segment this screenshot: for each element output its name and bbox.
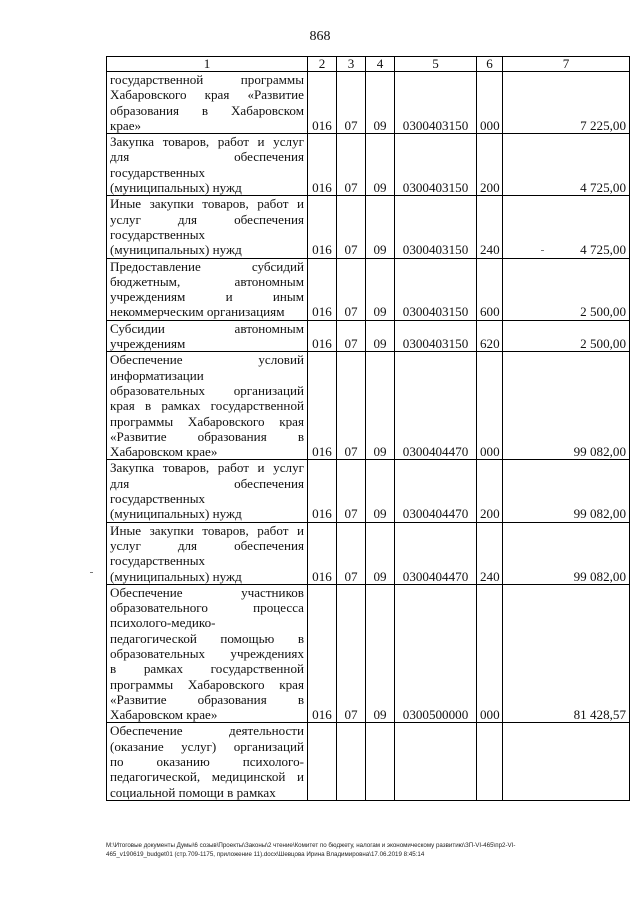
- row-pr: 09: [366, 72, 395, 134]
- row-pr: 09: [366, 352, 395, 460]
- table-row: [107, 584, 630, 723]
- description-line: «Развитие образования в: [110, 691, 304, 707]
- row-amount: 81 428,57: [503, 584, 630, 723]
- description-line: педагогической, медицинской и: [110, 769, 304, 785]
- row-vr: 620: [477, 320, 503, 352]
- row-description: [107, 723, 308, 800]
- column-header-3: 3: [337, 57, 366, 72]
- row-vr: 200: [477, 460, 503, 522]
- row-description: [107, 584, 308, 723]
- description-line: (муниципальных) нужд: [110, 506, 242, 522]
- description-line: Предоставление субсидий: [110, 258, 304, 274]
- description-line: Обеспечение участников: [110, 584, 304, 600]
- description-line: бюджетным, автономным: [110, 273, 304, 289]
- description-line: программы Хабаровского края: [110, 413, 304, 429]
- row-csr: 0300404470: [395, 352, 477, 460]
- column-header-5: 5: [395, 57, 477, 72]
- row-gr: 016: [308, 522, 337, 584]
- row-vr: [477, 723, 503, 800]
- description-line: (муниципальных) нужд: [110, 568, 242, 584]
- description-line: услуг для обеспечения: [110, 211, 304, 227]
- description-line: государственной программы: [110, 72, 304, 87]
- row-csr: 0300403150: [395, 134, 477, 196]
- row-description: [107, 320, 308, 352]
- column-header-2: 2: [308, 57, 337, 72]
- description-line: Обеспечение деятельности: [110, 723, 304, 739]
- column-header-4: 4: [366, 57, 395, 72]
- table-row: [107, 352, 630, 460]
- description-line: педагогической помощью в: [110, 630, 304, 646]
- row-amount: 4 725,00: [503, 134, 630, 196]
- row-vr: 000: [477, 584, 503, 723]
- row-gr: 016: [308, 584, 337, 723]
- row-vr: 600: [477, 258, 503, 320]
- row-gr: 016: [308, 134, 337, 196]
- table-row: [107, 522, 630, 584]
- row-amount: 2 500,00: [503, 320, 630, 352]
- table-row: [107, 320, 630, 352]
- header-row: [107, 57, 630, 72]
- description-line: образования в Хабаровском: [110, 102, 304, 118]
- description-line: государственных: [110, 491, 206, 507]
- table-row: [107, 72, 630, 134]
- description-line: учреждениям: [110, 336, 186, 352]
- row-rz: 07: [337, 352, 366, 460]
- column-header-7: 7: [503, 57, 630, 72]
- row-rz: 07: [337, 258, 366, 320]
- row-description: [107, 258, 308, 320]
- row-description: [107, 196, 308, 258]
- description-line: образовательного процесса: [110, 600, 304, 616]
- row-amount: 4 725,00: [503, 196, 630, 258]
- description-line: Закупка товаров, работ и услуг: [110, 134, 304, 150]
- table-row: [107, 134, 630, 196]
- description-line: в рамках государственной: [110, 661, 304, 677]
- row-gr: [308, 723, 337, 800]
- description-line: Обеспечение условий: [110, 352, 304, 368]
- description-line: учреждениям и иным: [110, 289, 304, 305]
- row-amount: 99 082,00: [503, 522, 630, 584]
- description-line: по оказанию психолого-: [110, 754, 304, 770]
- row-pr: 09: [366, 522, 395, 584]
- description-line: программы Хабаровского края: [110, 676, 304, 692]
- row-description: [107, 134, 308, 196]
- row-pr: 09: [366, 196, 395, 258]
- row-rz: 07: [337, 134, 366, 196]
- row-amount: 99 082,00: [503, 352, 630, 460]
- description-line: психолого-медико-: [110, 615, 216, 631]
- row-vr: 000: [477, 352, 503, 460]
- description-line: Закупка товаров, работ и услуг: [110, 460, 304, 476]
- row-gr: 016: [308, 72, 337, 134]
- row-rz: 07: [337, 584, 366, 723]
- row-gr: 016: [308, 258, 337, 320]
- description-line: Хабаровского края «Развитие: [110, 87, 304, 103]
- column-header-1: 1: [107, 57, 308, 72]
- scan-mark: [541, 250, 544, 251]
- row-csr: 0300403150: [395, 72, 477, 134]
- description-line: образовательных учреждениях: [110, 645, 304, 661]
- table-row: [107, 723, 630, 800]
- row-csr: 0300500000: [395, 584, 477, 723]
- description-line: государственных: [110, 164, 206, 180]
- row-csr: 0300403150: [395, 196, 477, 258]
- row-description: [107, 460, 308, 522]
- row-description: [107, 352, 308, 460]
- row-gr: 016: [308, 352, 337, 460]
- row-pr: 09: [366, 320, 395, 352]
- row-rz: 07: [337, 196, 366, 258]
- row-vr: 000: [477, 72, 503, 134]
- description-line: Иные закупки товаров, работ и: [110, 522, 304, 538]
- row-rz: 07: [337, 522, 366, 584]
- row-amount: 7 225,00: [503, 72, 630, 134]
- table-row: [107, 460, 630, 522]
- footer-line-1: M:\Итоговые документы Думы\6 созыв\Проекты\Законы\2 чтение\Комитет по бюджету, налогам и экономическому развитию\ЗП-VI-465\пр2-VI-: [106, 842, 516, 849]
- row-pr: 09: [366, 460, 395, 522]
- footer-line-2: 465_v190619_budget01 (стр.709-1175, приложение 11).docx\Шевцова Ирина Владимировна\17.06.2019 8:45:14: [106, 851, 425, 858]
- row-amount: 2 500,00: [503, 258, 630, 320]
- row-pr: 09: [366, 134, 395, 196]
- description-line: (муниципальных) нужд: [110, 180, 242, 196]
- row-amount: [503, 723, 630, 800]
- row-rz: 07: [337, 72, 366, 134]
- description-line: Хабаровском крае»: [110, 444, 218, 460]
- document-path-footer: [106, 841, 630, 859]
- description-line: (муниципальных) нужд: [110, 242, 242, 258]
- row-rz: 07: [337, 320, 366, 352]
- description-line: образовательных организаций: [110, 382, 304, 398]
- row-pr: [366, 723, 395, 800]
- row-pr: 09: [366, 258, 395, 320]
- row-gr: 016: [308, 196, 337, 258]
- row-rz: [337, 723, 366, 800]
- description-line: для обеспечения: [110, 149, 304, 165]
- row-description: [107, 72, 308, 134]
- description-line: государственных: [110, 226, 206, 242]
- table-body: [107, 72, 630, 801]
- row-description: [107, 522, 308, 584]
- table-row: [107, 196, 630, 258]
- row-csr: 0300404470: [395, 460, 477, 522]
- row-rz: 07: [337, 460, 366, 522]
- row-pr: 09: [366, 584, 395, 723]
- budget-table: [106, 56, 630, 801]
- description-line: для обеспечения: [110, 475, 304, 491]
- row-csr: 0300403150: [395, 258, 477, 320]
- row-vr: 240: [477, 196, 503, 258]
- row-vr: 200: [477, 134, 503, 196]
- description-line: некоммерческим организациям: [110, 304, 285, 320]
- description-line: Субсидии автономным: [110, 320, 304, 336]
- row-vr: 240: [477, 522, 503, 584]
- description-line: Иные закупки товаров, работ и: [110, 196, 304, 212]
- description-line: Хабаровском крае»: [110, 707, 218, 723]
- description-line: государственных: [110, 553, 206, 569]
- row-csr: 0300404470: [395, 522, 477, 584]
- row-csr: 0300403150: [395, 320, 477, 352]
- description-line: (оказание услуг) организаций: [110, 738, 304, 754]
- scan-mark: [90, 572, 93, 573]
- row-amount: 99 082,00: [503, 460, 630, 522]
- description-line: крае»: [110, 117, 142, 133]
- row-gr: 016: [308, 460, 337, 522]
- page-number: 868: [309, 29, 331, 44]
- description-line: услуг для обеспечения: [110, 537, 304, 553]
- row-csr: [395, 723, 477, 800]
- column-header-6: 6: [477, 57, 503, 72]
- description-line: «Развитие образования в: [110, 428, 304, 444]
- table-row: [107, 258, 630, 320]
- row-gr: 016: [308, 320, 337, 352]
- description-line: края в рамках государственной: [110, 398, 304, 414]
- description-line: социальной помощи в рамках: [110, 784, 276, 800]
- description-line: информатизации: [110, 367, 204, 383]
